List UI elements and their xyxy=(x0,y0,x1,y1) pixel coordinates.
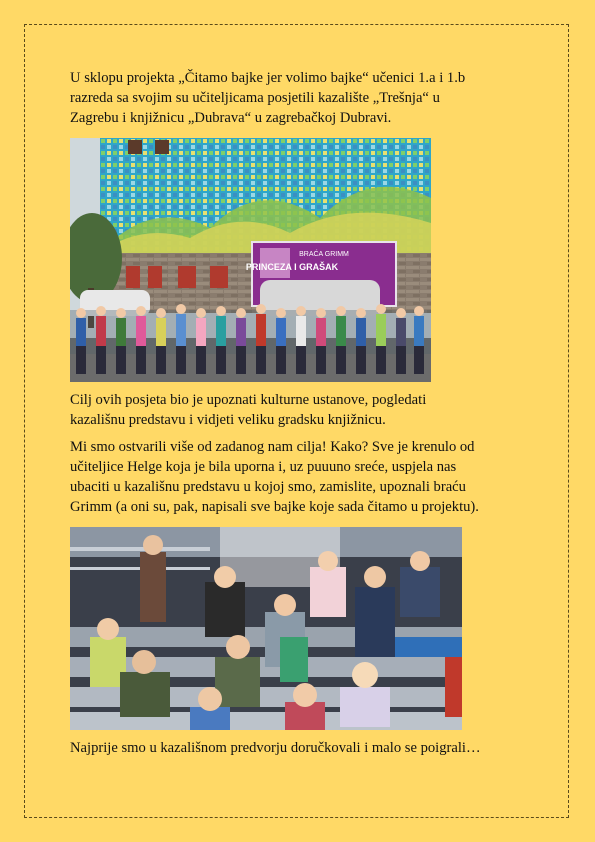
poster-title: PRINCEZA I GRAŠAK xyxy=(245,262,339,272)
story-line-3: ubaciti u kazališnu predstavu u kojoj smo, zamislite, upoznali braću xyxy=(70,479,466,495)
story-line-2: učiteljice Helge koja je bila uporna i, uz puuuno sreće, uspjela nas xyxy=(70,459,457,475)
closing-paragraph xyxy=(70,738,530,758)
story-paragraph xyxy=(70,437,530,517)
goal-paragraph xyxy=(70,390,530,430)
poster-subtitle: BRAĆA GRIMM xyxy=(299,251,349,258)
theatre-lobby-photo-illustration xyxy=(70,527,462,730)
goal-line-2: kazališnu predstavu i vidjeti veliku gradsku knjižnicu. xyxy=(70,412,386,428)
intro-line-3: Zagrebu i knjižnicu „Dubrava“ u zagrebačkoj Dubravi. xyxy=(70,110,392,126)
theatre-group-photo xyxy=(70,138,431,382)
intro-line-2: razreda sa svojim su učiteljicama posjetili kazalište „Trešnja“ u xyxy=(70,90,440,106)
theatre-lobby-photo xyxy=(70,527,462,730)
closing-line: Najprije smo u kazališnom predvorju doručkovali i malo se poigrali… xyxy=(70,740,481,756)
story-line-1: Mi smo ostvarili više od zadanog nam cilja! Kako? Sve je krenulo od xyxy=(70,439,475,455)
intro-paragraph xyxy=(70,68,530,128)
theatre-group-photo-illustration xyxy=(70,138,431,382)
story-line-4: Grimm (a oni su, pak, napisali sve bajke koje sada čitamo u projektu). xyxy=(70,499,479,515)
intro-line-1: U sklopu projekta „Čitamo bajke jer volimo bajke“ učenici 1.a i 1.b xyxy=(70,70,466,86)
goal-line-1: Cilj ovih posjeta bio je upoznati kulturne ustanove, pogledati xyxy=(70,392,427,408)
